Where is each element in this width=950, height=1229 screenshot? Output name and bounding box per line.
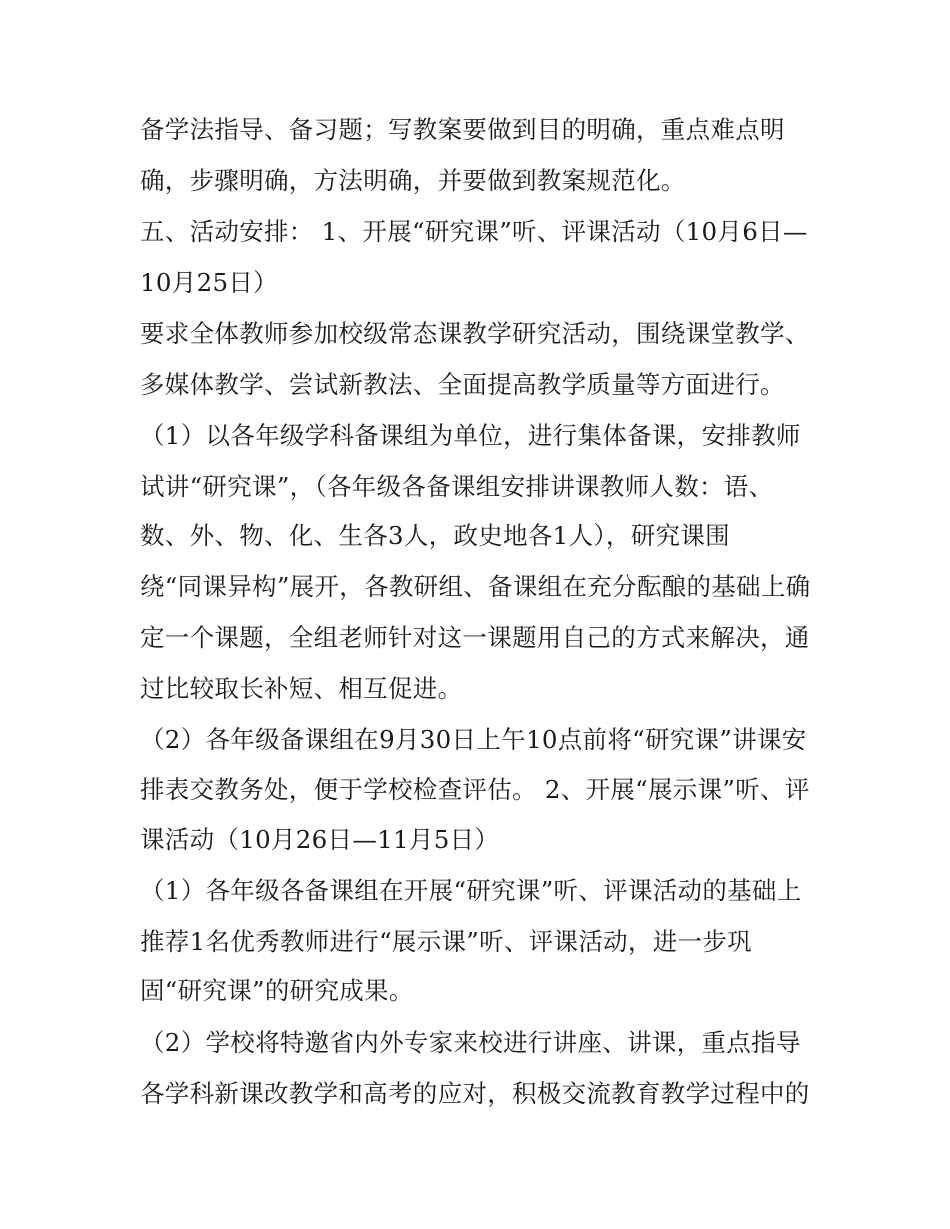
text-line: （1）各年级各备课组在开展“研究课”听、评课活动的基础上 — [140, 876, 802, 905]
text-line: 备学法指导、备习题；写教案要做到目的明确，重点难点明 — [140, 115, 785, 144]
text-line: 试讲“研究课”，（各年级各备课组安排讲课教师人数：语、 — [140, 472, 774, 501]
text-line: 过比较取长补短、相互促进。 — [140, 674, 463, 703]
text-line: 五、活动安排： 1、开展“研究课”听、评课活动（10月6日— — [140, 217, 808, 246]
text-line: 排表交教务处，便于学校检查评估。 2、开展“展示课”听、评 — [140, 775, 810, 804]
text-line: 10月25日） — [140, 268, 278, 297]
text-line: （1）以各年级学科备课组为单位，进行集体备课，安排教师 — [140, 421, 801, 450]
text-line: 绕“同课异构”展开，各教研组、备课组在充分酝酿的基础上确 — [140, 572, 811, 601]
text-line: 数、外、物、化、生各3人，政史地各1人），研究课围 — [140, 521, 730, 550]
text-line: 推荐1名优秀教师进行“展示课”听、评课活动，进一步巩 — [140, 927, 752, 956]
text-line: 各学科新课改教学和高考的应对，积极交流教育教学过程中的 — [140, 1079, 810, 1108]
text-line: 要求全体教师参加校级常态课教学研究活动，围绕课堂教学、 — [140, 319, 810, 348]
text-line: （2）各年级备课组在9月30日上午10点前将“研究课”讲课安 — [140, 725, 807, 754]
text-line: 多媒体教学、尝试新教法、全面提高教学质量等方面进行。 — [140, 370, 785, 399]
text-line: 固“研究课”的研究成果。 — [140, 976, 414, 1005]
text-line: 定一个课题，全组老师针对这一课题用自己的方式来解决，通 — [140, 623, 810, 652]
text-line: 课活动（10月26日—11月5日） — [140, 825, 500, 854]
text-line: （2）学校将特邀省内外专家来校进行讲座、讲课，重点指导 — [140, 1028, 801, 1057]
text-line: 确，步骤明确，方法明确，并要做到教案规范化。 — [140, 166, 686, 195]
